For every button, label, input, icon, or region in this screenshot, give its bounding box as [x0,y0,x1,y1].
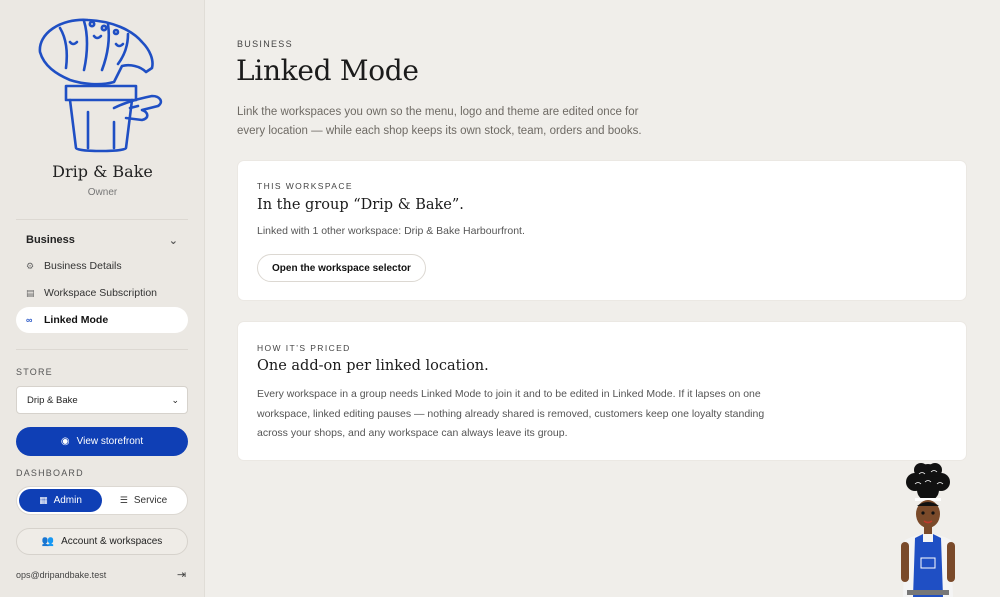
receipt-icon: ▤ [26,288,35,298]
main-content [205,0,1000,597]
chevron-down-icon: ⌄ [168,234,178,247]
users-icon: 👥 [41,536,55,547]
eye-icon: ◉ [60,436,70,447]
dashboard-mode-toggle [16,486,188,515]
page-eyebrow: BUSINESS [237,39,293,49]
croissant-coffee-logo [30,12,170,157]
view-storefront-label: View storefront [76,436,144,447]
view-storefront-button[interactable] [16,427,188,456]
user-email: ops@dripandbake.test [16,570,107,580]
account-workspaces-label: Account & workspaces [61,536,163,547]
sidebar-divider [16,349,188,350]
store-section-label: STORE [16,367,53,377]
stack-icon: ☰ [119,495,128,505]
dashboard-admin-label: Admin [53,495,82,506]
sidebar-item-label: Linked Mode [44,314,109,326]
sidebar-divider [16,219,188,220]
grid-icon: ▦ [39,495,48,505]
account-workspaces-button[interactable] [16,528,188,555]
card-title: One add-on per linked location. [257,358,489,374]
brand-role: Owner [87,187,118,198]
store-select-value: Drip & Bake [27,394,78,406]
sidebar-item-label: Business Details [44,260,122,272]
dashboard-section-label: DASHBOARD [16,468,84,478]
sidebar-item-linked-mode[interactable] [16,307,188,333]
page-description: Link the workspaces you own so the menu, logo and theme are edited once for every location — while each shop keeps its own stock, team, orders and books. [237,106,642,137]
brand-name: Drip & Bake [52,162,153,181]
card-text: Every workspace in a group needs Linked Mode to join it and to be edited in Linked Mode. If it lapses on one workspace, linked editing pauses — nothing already shared is removed, customers keep one loyalty standing across your shops, and any workspace can always leave its group. [257,388,765,439]
dashboard-admin-option[interactable] [19,489,102,512]
gear-icon: ⚙ [26,261,35,271]
sidebar-item-workspace-subscription[interactable] [16,280,188,306]
chevron-down-icon: ⌄ [171,394,179,405]
pricing-card [237,321,967,461]
open-workspace-selector-button[interactable]: Open the workspace selector [257,254,426,282]
card-text: Linked with 1 other workspace: Drip & Bake Harbourfront. [257,225,525,237]
sidebar-item-label: Workspace Subscription [44,287,158,299]
this-workspace-card [237,160,967,301]
dashboard-service-option[interactable] [102,489,185,512]
nav-group-label: Business [26,234,75,246]
page-title: Linked Mode [236,54,419,87]
card-title: In the group “Drip & Bake”. [257,197,464,213]
sidebar [0,0,205,597]
barista-character-illustration [893,462,963,597]
dashboard-service-label: Service [133,495,168,506]
card-eyebrow: THIS WORKSPACE [257,181,353,191]
sidebar-item-business-details[interactable] [16,253,188,279]
nav-group-business[interactable] [16,230,188,250]
logout-icon[interactable]: ⇥ [177,569,187,581]
link-icon: ∞ [26,315,33,325]
store-select[interactable] [16,386,188,414]
card-eyebrow: HOW IT’S PRICED [257,343,351,353]
